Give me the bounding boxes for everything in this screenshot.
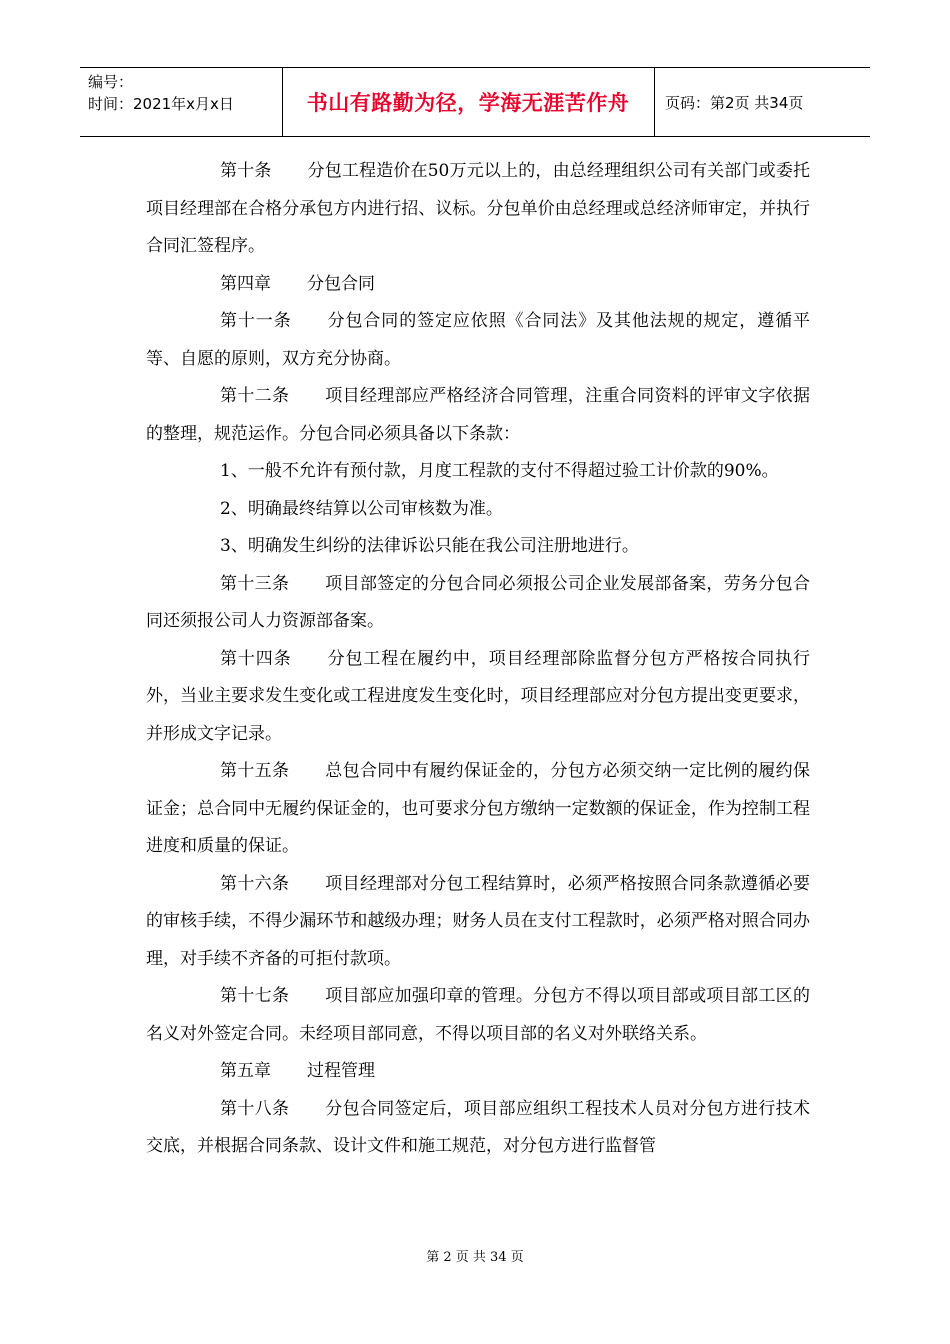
paragraph [146, 978, 810, 1053]
paragraph [146, 753, 810, 866]
chapter-heading [146, 266, 810, 304]
article-heading: 第十五条 [220, 761, 290, 781]
chapter-number: 第五章 [220, 1061, 271, 1081]
paragraph-text: 项目经理部对分包工程结算时，必须严格按照合同条款遵循必要的审核手续，不得少漏环节和越级办理；财务人员在支付工程款时，必须严格对照合同办理，对手续不齐备的可拒付款项。 [146, 873, 811, 969]
paragraph [146, 566, 810, 641]
chapter-title: 分包合同 [307, 273, 375, 294]
paragraph-text: 分包合同的签定应依照《合同法》及其他法规的规定，遵循平等、自愿的原则，双方充分协商。 [146, 311, 811, 369]
article-heading: 第十八条 [220, 1098, 290, 1119]
list-item: 1、一般不允许有预付款，月度工程款的支付不得超过验工计价款的90%。 [220, 461, 779, 481]
header-divider-right [654, 67, 655, 137]
paragraph [146, 641, 810, 754]
chapter-title: 过程管理 [307, 1061, 375, 1081]
article-heading: 第十三条 [220, 573, 290, 594]
header-bottom-rule [80, 136, 870, 137]
document-number-label: 编号： [88, 73, 134, 91]
article-heading: 第十六条 [220, 873, 290, 894]
paragraph-text: 分包合同签定后，项目部应组织工程技术人员对分包方进行技术交底，并根据合同条款、设计文件和施工规范，对分包方进行监督管 [146, 1098, 811, 1156]
header-page-label: 页码：第2页 共34页 [665, 93, 804, 112]
paragraph-text: 分包工程在履约中，项目经理部除监督分包方严格按合同执行外，当业主要求发生变化或工程进度发生变化时，项目经理部应对分包方提出变更要求，并形成文字记录。 [146, 648, 811, 744]
chapter-number: 第四章 [220, 273, 271, 294]
article-heading: 第十一条 [220, 311, 292, 331]
document-body [146, 153, 810, 1166]
paragraph-text: 总包合同中有履约保证金的，分包方必须交纳一定比例的履约保证金；总合同中无履约保证金的，也可要求分包方缴纳一定数额的保证金，作为控制工程进度和质量的保证。 [146, 761, 811, 856]
paragraph-text: 分包工程造价在50万元以上的，由总经理组织公司有关部门或委托项目经理部在合格分承包方内进行招、议标。分包单价由总经理或总经济师审定，并执行合同汇签程序。 [146, 161, 811, 256]
header-motto: 书山有路勤为径，学海无涯苦作舟 [306, 91, 630, 115]
paragraph [146, 1091, 810, 1166]
page-header [80, 67, 870, 137]
list-item: 2、明确最终结算以公司审核数为准。 [220, 498, 503, 519]
paragraph [146, 153, 810, 266]
header-meta [88, 71, 234, 115]
article-heading: 第十二条 [220, 386, 290, 406]
paragraph-text: 项目部签定的分包合同必须报公司企业发展部备案，劳务分包合同还须报公司人力资源部备案。 [146, 573, 811, 631]
list-item: 3、明确发生纠纷的法律诉讼只能在我公司注册地进行。 [220, 536, 639, 556]
paragraph-text: 项目部应加强印章的管理。分包方不得以项目部或项目部工区的名义对外签定合同。未经项目部同意，不得以项目部的名义对外联络关系。 [146, 986, 811, 1044]
document-time-label: 时间：2021年x月x日 [88, 95, 234, 113]
paragraph-text: 项目经理部应严格经济合同管理，注重合同资料的评审文字依据的整理，规范运作。分包合同必须具备以下条款： [146, 386, 811, 444]
paragraph [146, 378, 810, 453]
chapter-heading [146, 1053, 810, 1091]
article-heading: 第十七条 [220, 986, 290, 1006]
paragraph [146, 866, 810, 979]
paragraph [146, 303, 810, 378]
article-heading: 第十四条 [220, 648, 292, 669]
article-heading: 第十条 [220, 161, 272, 181]
page-footer: 第 2 页 共 34 页 [426, 1250, 524, 1265]
